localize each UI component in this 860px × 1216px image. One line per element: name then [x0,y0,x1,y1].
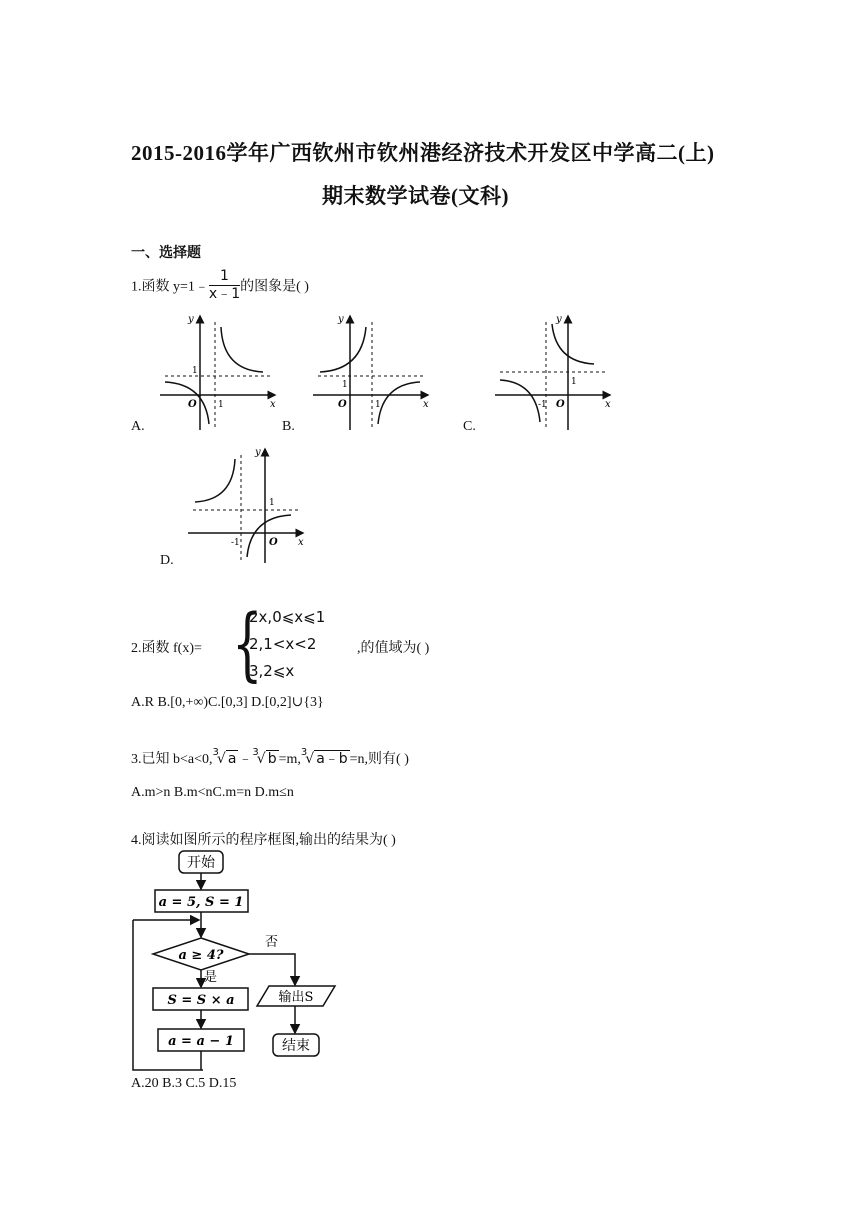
tick-y-1: 1 [571,377,577,387]
x-label: x [270,399,276,410]
q3-eq-m: =m, [278,752,301,767]
q1-graph-d [183,445,308,565]
q1-graph-c [490,312,615,432]
svg-text:开始: 开始 [187,855,215,871]
svg-text:a ≥ 4?: a ≥ 4? [178,948,224,963]
question-1 [131,268,309,303]
q1-graph-a [155,312,280,432]
q1-frac-num: 1 [209,268,240,286]
q4-flowchart [125,848,355,1073]
q3-root-ab: $^3$√ a﹣b [300,747,348,767]
x-label: x [605,399,611,410]
y-label: y [188,314,194,325]
q4-options: A.20 B.3 C.5 D.15 [131,1076,237,1091]
page-title-line2: 期末数学试卷(文科) [322,184,509,208]
curve-upper [221,327,263,372]
svg-text:a = 5, S = 1: a = 5, S = 1 [158,895,244,910]
q1-frac-den: x﹣1 [208,286,241,302]
q3-eq-n: =n,则有( ) [349,752,409,767]
svg-text:输出S: 输出S [278,990,314,1005]
q1-prefix: 1.函数 y=1﹣ [131,279,209,295]
origin-label: O [556,399,565,410]
q3-root-a: $^3$√ a [212,747,237,767]
tick-y-1: 1 [192,366,198,376]
flow-yes-label: 是 [204,970,218,985]
origin-label: O [338,399,347,410]
q2-suffix: ,的值域为( ) [357,641,430,656]
q1-option-d: D. [160,553,174,568]
q1-option-c: C. [463,419,476,434]
q3-prefix: 3.已知 b<a<0, [131,752,213,767]
q2-case-3: 3,2⩽x [249,662,295,680]
q2-options: A.R B.[0,+∞)C.[0,3] D.[0,2]∪{3} [131,695,324,710]
y-label: y [556,314,562,325]
tick-y-1: 1 [342,380,348,390]
svg-text:a = a − 1: a = a − 1 [168,1034,234,1049]
x-label: x [423,399,429,410]
curve-upper [552,324,594,364]
q3-root-b: $^3$√ b [252,747,277,767]
section-heading: 一、选择题 [131,246,201,261]
q2-prefix: 2.函数 f(x)= [131,641,202,656]
q1-fraction [209,268,240,303]
q2-brace: { [232,597,263,690]
curve-lower [165,382,209,424]
y-label: y [255,447,261,458]
y-label: y [338,314,344,325]
tick-x-neg1: -1 [231,538,240,548]
question-3 [131,748,409,768]
curve-right [378,382,420,424]
q1-option-a: A. [131,419,145,434]
curve-lower [500,380,540,422]
q2-case-2: 2,1<x<2 [249,635,317,653]
q1-option-b: B. [282,419,295,434]
q1-graph-b [308,312,433,432]
origin-label: O [269,537,278,548]
svg-text:结束: 结束 [282,1038,310,1054]
q4-text: 4.阅读如图所示的程序框图,输出的结果为( ) [131,833,396,848]
x-label: x [298,537,304,548]
tick-x-neg1: -1 [538,400,547,410]
origin-label: O [188,399,197,410]
q2-case-1: 2x,0⩽x⩽1 [249,608,326,626]
curve-right [247,515,291,557]
q3-options: A.m>n B.m<nC.m=n D.m≤n [131,785,294,800]
q1-suffix: 的图象是( ) [240,279,309,295]
flow-no-label: 否 [265,935,279,950]
curve-left [195,459,235,502]
page-title-line1: 2015-2016学年广西钦州市钦州港经济技术开发区中学高二(上) [131,141,715,165]
svg-text:S = S × a: S = S × a [167,993,235,1008]
tick-y-1: 1 [269,498,275,508]
curve-left [320,327,366,372]
q3-minus: ﹣ [238,752,253,767]
tick-x-1: 1 [375,400,381,410]
tick-x-1: 1 [218,400,224,410]
